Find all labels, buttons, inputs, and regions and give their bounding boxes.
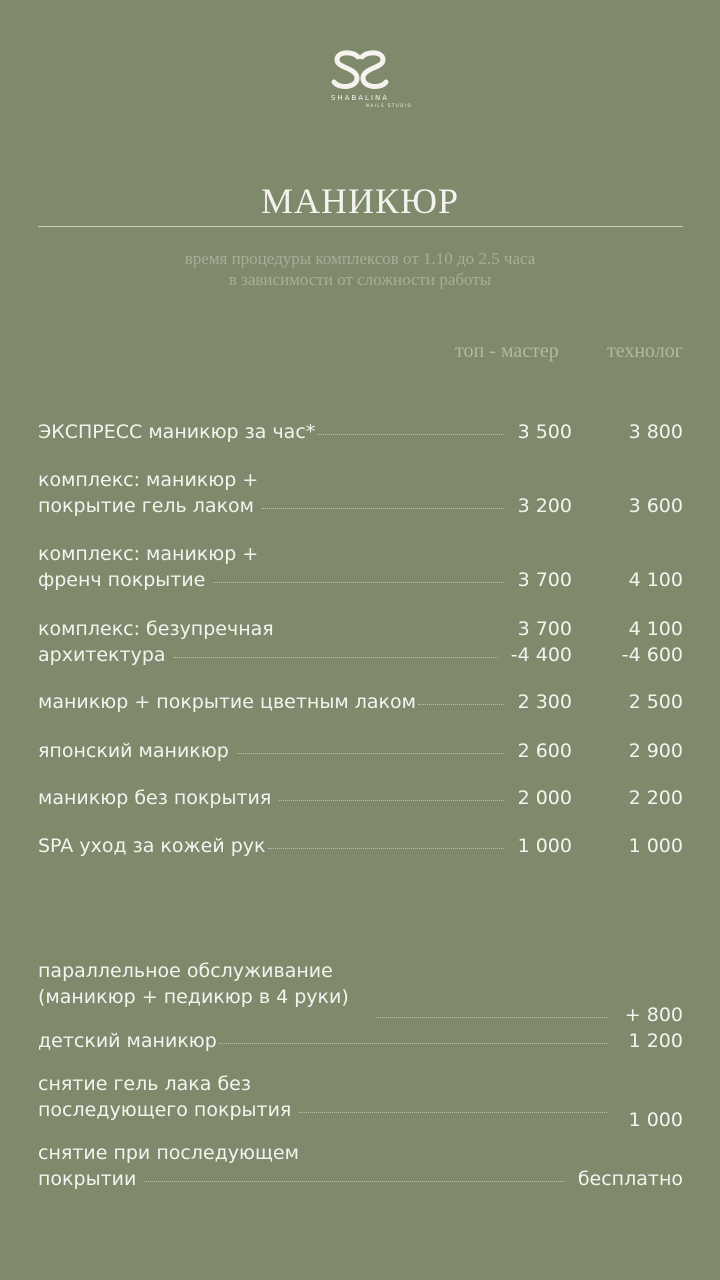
service-name: покрытии bbox=[38, 1168, 137, 1190]
price-technologist: 2 200 bbox=[628, 787, 683, 809]
price-technologist: 2 900 bbox=[628, 740, 683, 762]
price-technologist: 3 600 bbox=[628, 495, 683, 517]
price-row bbox=[38, 541, 683, 593]
price-top-master: 2 000 bbox=[517, 787, 572, 809]
price-technologist-to: -4 600 bbox=[621, 644, 683, 666]
service-name: снятие при последующем bbox=[38, 1142, 299, 1164]
extra-row bbox=[38, 1028, 683, 1054]
column-header-top-master: топ - мастер bbox=[455, 340, 559, 362]
brand-subtitle: NAILS STUDIO bbox=[365, 103, 413, 108]
service-name: покрытие гель лаком bbox=[38, 495, 255, 517]
price-technologist-from: 4 100 bbox=[628, 618, 683, 640]
price-top-master: 3 700 bbox=[517, 569, 572, 591]
service-name: комплекс: маникюр + bbox=[38, 469, 259, 491]
price-row bbox=[38, 689, 683, 715]
price-row bbox=[38, 419, 683, 445]
service-name: маникюр без покрытия bbox=[38, 787, 272, 809]
logo-mark-icon bbox=[331, 48, 389, 92]
leader-dots bbox=[418, 704, 504, 705]
price-row bbox=[38, 785, 683, 811]
leader-dots bbox=[174, 657, 498, 658]
page-title: МАНИКЮР bbox=[260, 181, 460, 222]
leader-dots bbox=[213, 582, 504, 583]
brand-name: SHABALINA bbox=[330, 94, 390, 102]
price-row bbox=[38, 467, 683, 519]
price-top-master: 2 600 bbox=[517, 740, 572, 762]
service-name: японский маникюр bbox=[38, 740, 229, 762]
price-technologist: 2 500 bbox=[628, 691, 683, 713]
price-top-master: 3 200 bbox=[517, 495, 572, 517]
brand-logo bbox=[0, 48, 720, 108]
service-name: комплекс: маникюр + bbox=[38, 543, 259, 565]
service-name: маникюр + покрытие цветным лаком bbox=[38, 691, 416, 713]
price-technologist: 4 100 bbox=[628, 569, 683, 591]
service-name: параллельное обслуживание bbox=[38, 960, 333, 982]
price-technologist: 1 000 bbox=[628, 835, 683, 857]
extra-row bbox=[38, 1071, 683, 1131]
extra-price: 1 000 bbox=[628, 1109, 683, 1131]
service-name: комплекс: безупречная bbox=[38, 618, 274, 640]
leader-dots bbox=[279, 800, 504, 801]
leader-dots bbox=[262, 508, 504, 509]
price-top-master: 1 000 bbox=[517, 835, 572, 857]
price-top-master: 3 500 bbox=[517, 421, 572, 443]
price-top-master-to: -4 400 bbox=[510, 644, 572, 666]
price-row bbox=[38, 833, 683, 859]
price-technologist: 3 800 bbox=[628, 421, 683, 443]
price-top-master: 2 300 bbox=[517, 691, 572, 713]
note-line: время процедуры комплексов от 1.10 до 2.5 часа bbox=[184, 249, 536, 268]
service-name: SPA уход за кожей рук bbox=[38, 835, 266, 857]
leader-dots bbox=[376, 1017, 607, 1018]
price-row bbox=[38, 616, 683, 668]
service-name: (маникюр + педикюр в 4 руки) bbox=[38, 986, 349, 1008]
extra-price: + 800 bbox=[624, 1004, 683, 1026]
leader-dots bbox=[299, 1112, 607, 1113]
extra-price: бесплатно bbox=[577, 1168, 683, 1190]
price-row bbox=[38, 738, 683, 764]
note-line: в зависимости от сложности работы bbox=[228, 270, 492, 289]
leader-dots bbox=[144, 1181, 565, 1182]
leader-dots bbox=[268, 848, 505, 849]
divider bbox=[38, 226, 683, 227]
column-header-technologist: технолог bbox=[607, 340, 683, 362]
leader-dots bbox=[237, 753, 504, 754]
service-name: снятие гель лака без bbox=[38, 1073, 251, 1095]
service-name: детский маникюр bbox=[38, 1030, 217, 1052]
leader-dots bbox=[219, 1043, 607, 1044]
price-top-master-from: 3 700 bbox=[517, 618, 572, 640]
leader-dots bbox=[317, 434, 504, 435]
service-name: архитектура bbox=[38, 644, 166, 666]
duration-note bbox=[0, 248, 720, 290]
service-name: ЭКСПРЕСС маникюр за час* bbox=[38, 421, 316, 443]
extra-price: 1 200 bbox=[628, 1030, 683, 1052]
service-name: последующего покрытия bbox=[38, 1099, 292, 1121]
extra-row bbox=[38, 958, 683, 1028]
service-name: френч покрытие bbox=[38, 569, 206, 591]
extra-row bbox=[38, 1140, 683, 1192]
